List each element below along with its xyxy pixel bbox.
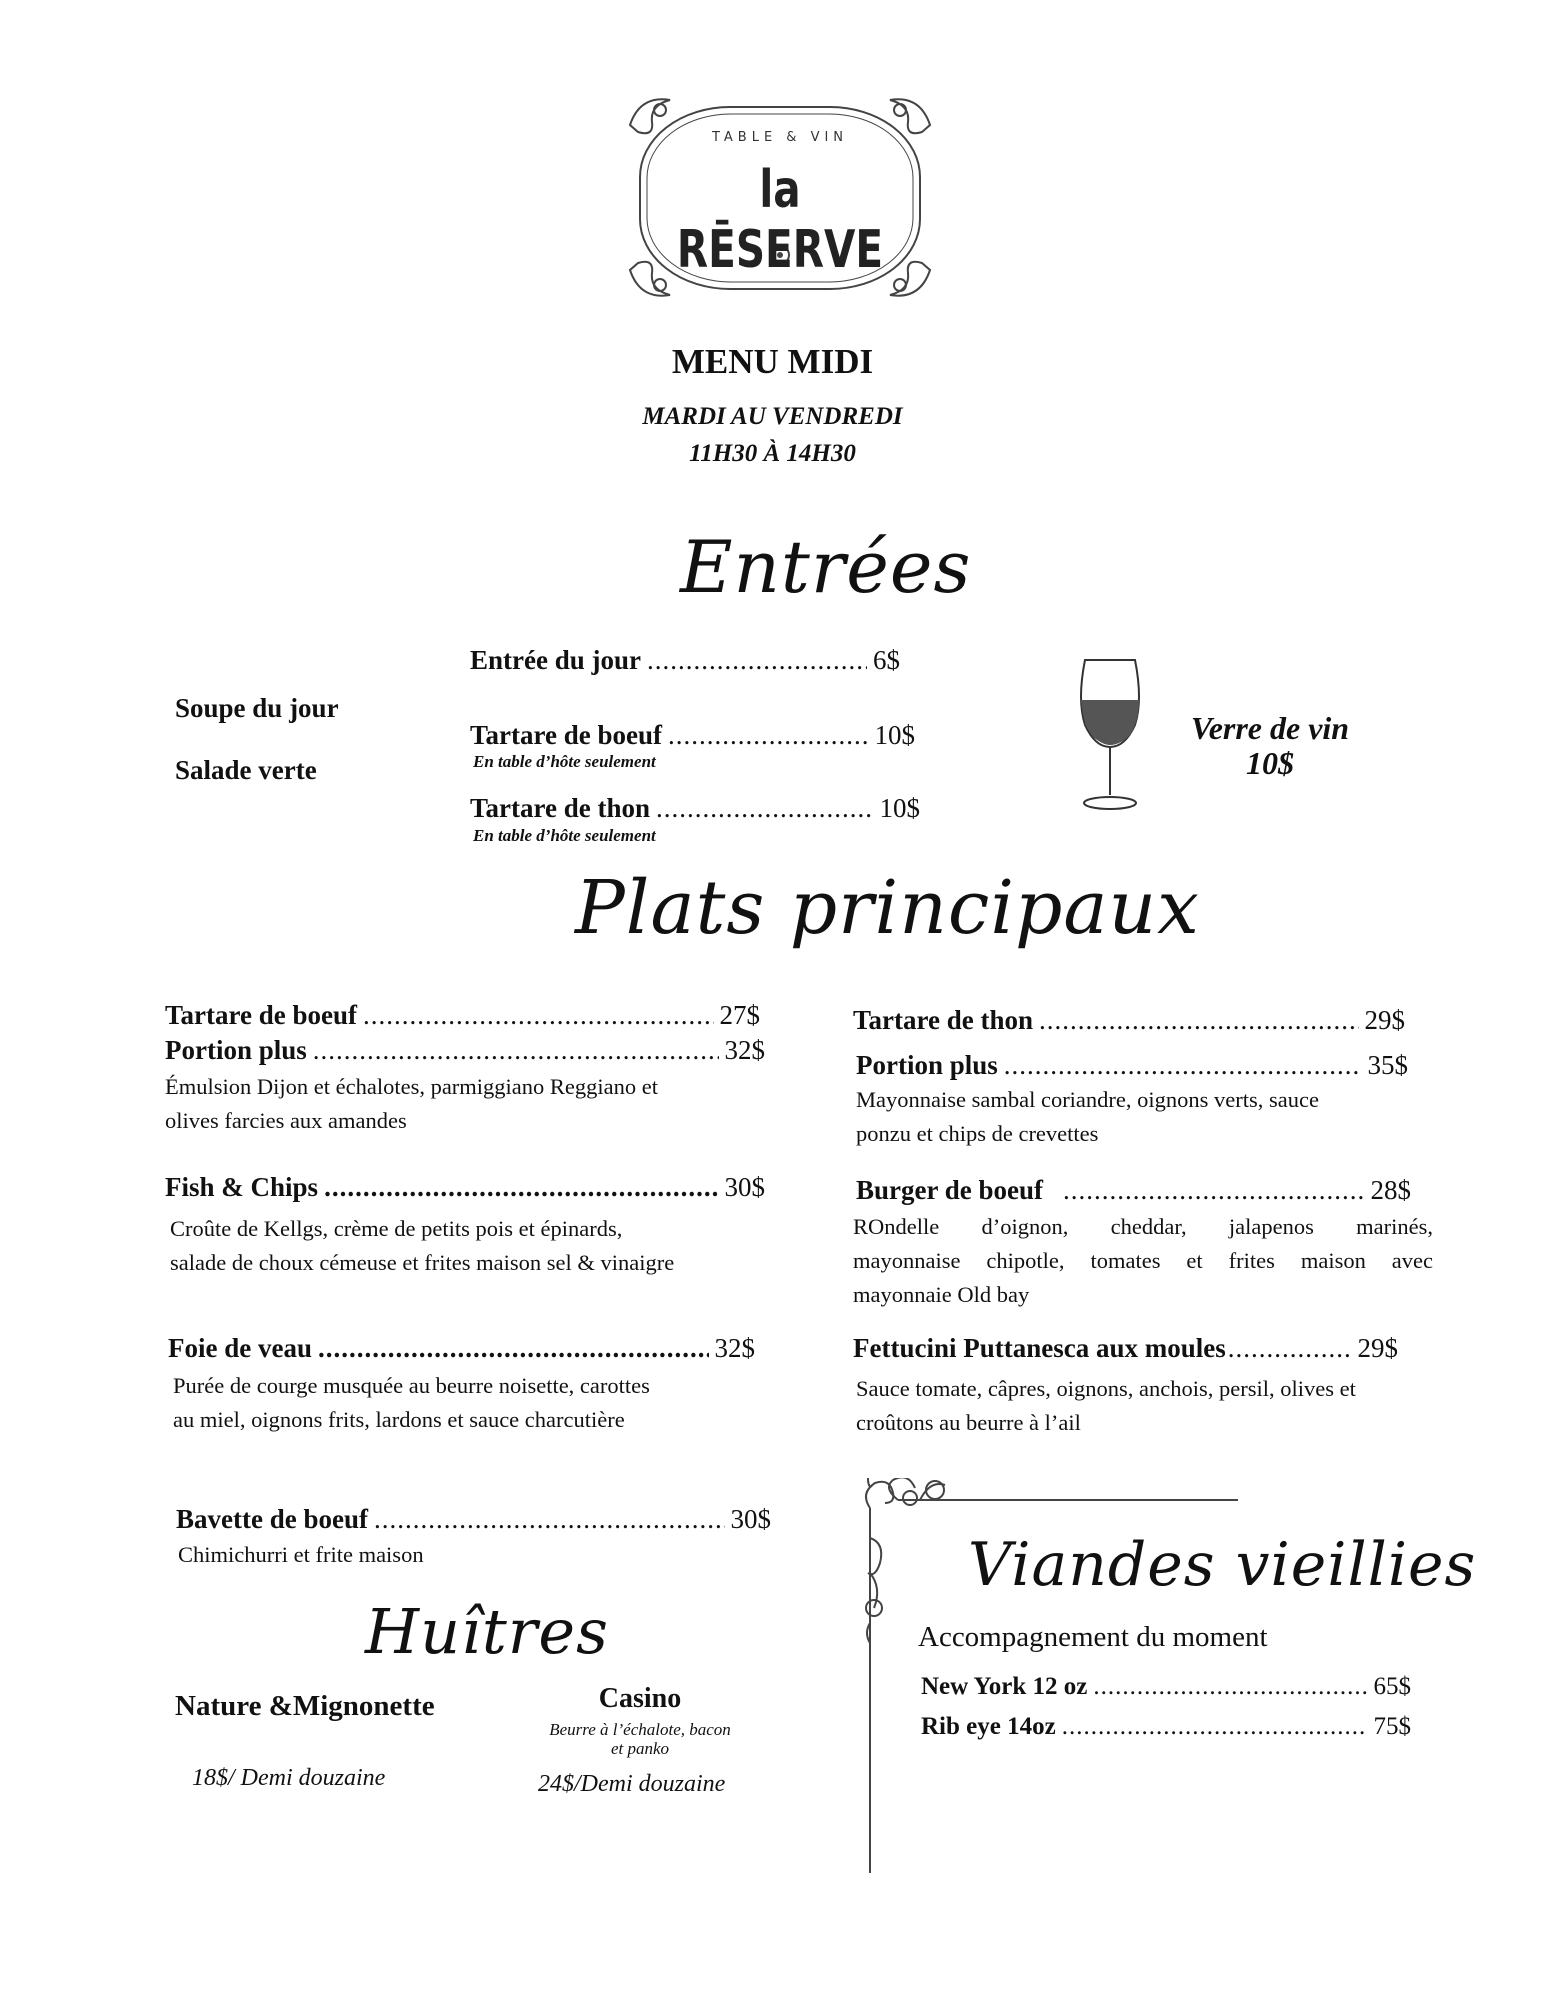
menu-item-extra: [165, 1035, 765, 1066]
item-description: [170, 1212, 674, 1280]
page-title: MENU MIDI: [671, 342, 874, 381]
menu-item: [470, 645, 900, 676]
item-description: [173, 1369, 650, 1437]
item-price: 30$: [724, 1172, 765, 1202]
item-description: [856, 1372, 1356, 1440]
restaurant-logo: [620, 85, 940, 310]
menu-item: [856, 1175, 1411, 1206]
dot-leader: [313, 1035, 719, 1066]
item-price: 10$: [879, 793, 920, 823]
item-name: Tartare de boeuf: [165, 1000, 357, 1030]
item-price: 32$: [714, 1333, 755, 1363]
description-line: mayonnaise chipotle, tomates et frites maison avec: [853, 1248, 1433, 1273]
description-line: ROndelle d’oignon, cheddar, jalapenos marinés,: [853, 1214, 1433, 1239]
description-line: et panko: [610, 1739, 670, 1758]
item-price: 75$: [1373, 1713, 1411, 1740]
section-heading-entrees: Entrées: [680, 525, 972, 609]
item-price: 27$: [719, 1000, 760, 1030]
oyster-casino-description: [520, 1720, 760, 1758]
logo-name: la RĒSERVE: [676, 160, 884, 280]
side-item: Soupe du jour: [175, 693, 339, 723]
section-heading-plats: Plats principaux: [575, 865, 1200, 951]
item-name: New York 12 oz: [921, 1673, 1088, 1700]
logo-tagline: TABLE & VIN: [711, 130, 849, 145]
description-line: olives farcies aux amandes: [165, 1108, 407, 1133]
wine-label: Verre de vin: [1190, 710, 1350, 746]
menu-item: [470, 720, 915, 751]
item-price: 10$: [874, 720, 915, 750]
item-name: Tartare de thon: [470, 793, 651, 823]
item-name: Portion plus: [856, 1050, 998, 1080]
item-description: [178, 1538, 424, 1572]
item-description: [856, 1083, 1319, 1151]
description-line: Sauce tomate, câpres, oignons, anchois, persil, olives et: [856, 1376, 1356, 1401]
description-line: Beurre à l’échalote, bacon: [549, 1720, 731, 1739]
dot-leader: [324, 1172, 718, 1203]
description-line: Croûte de Kellgs, crème de petits pois et épinards,: [170, 1216, 623, 1241]
dot-leader: [374, 1504, 725, 1535]
description-line: mayonnaie Old bay: [853, 1282, 1030, 1307]
description-line: au miel, oignons frits, lardons et sauce charcutière: [173, 1407, 625, 1432]
description-line: salade de choux cémeuse et frites maison sel & vinaigre: [170, 1250, 675, 1275]
menu-item: [921, 1673, 1411, 1701]
item-note: En table d’hôte seulement: [473, 752, 656, 771]
description-line: croûtons au beurre à l’ail: [856, 1410, 1081, 1435]
item-name: Burger de boeuf: [856, 1175, 1043, 1205]
dot-leader: [668, 720, 869, 751]
item-price: 29$: [1357, 1333, 1398, 1363]
wine-price: 10$: [1246, 745, 1294, 781]
item-note: En table d’hôte seulement: [473, 826, 656, 845]
item-price: 30$: [730, 1504, 771, 1534]
menu-item: [853, 1005, 1405, 1036]
menu-item: [470, 793, 920, 824]
dot-leader: [363, 1000, 714, 1031]
dot-leader: [1228, 1333, 1352, 1364]
dot-leader: [1004, 1050, 1362, 1081]
dot-leader: [647, 645, 867, 676]
menu-item: [165, 1172, 765, 1203]
dot-leader: [1062, 1713, 1368, 1741]
item-description: [165, 1070, 658, 1138]
section-heading-huitres: Huîtres: [365, 1595, 609, 1668]
item-name: Portion plus: [165, 1035, 307, 1065]
description-line: ponzu et chips de crevettes: [856, 1121, 1099, 1146]
hours-text: 11H30 À 14H30: [689, 440, 856, 467]
dot-leader: [656, 793, 873, 824]
item-price: 28$: [1370, 1175, 1411, 1205]
side-item: Salade verte: [175, 755, 317, 785]
item-name: Foie de veau: [168, 1333, 312, 1363]
item-name: Tartare de thon: [853, 1005, 1034, 1035]
oyster-casino-price: 24$/Demi douzaine: [538, 1771, 726, 1797]
item-price: 32$: [724, 1035, 765, 1065]
days-text: MARDI AU VENDREDI: [642, 403, 903, 430]
dot-leader: [318, 1333, 709, 1364]
dot-leader: [1039, 1005, 1358, 1036]
wine-glass-icon: [1075, 655, 1145, 815]
oyster-nature-price: 18$/ Demi douzaine: [192, 1765, 386, 1791]
item-price: 6$: [873, 645, 900, 675]
dot-leader: [1063, 1175, 1365, 1206]
description-line: Mayonnaise sambal coriandre, oignons verts, sauce: [856, 1087, 1319, 1112]
item-price: 29$: [1364, 1005, 1405, 1035]
oyster-nature-name: Nature &Mignonette: [175, 1690, 435, 1722]
item-name: Entrée du jour: [470, 645, 641, 675]
oyster-casino-name: Casino: [598, 1683, 682, 1714]
menu-item: [165, 1000, 760, 1031]
description-line: Purée de courge musquée au beurre noisette, carottes: [173, 1373, 650, 1398]
item-name: Fish & Chips: [165, 1172, 319, 1202]
description-line: Chimichurri et frite maison: [178, 1542, 424, 1567]
menu-item-extra: [856, 1050, 1408, 1081]
section-heading-viandes: Viandes vieillies: [968, 1530, 1477, 1600]
item-price: 35$: [1367, 1050, 1408, 1080]
menu-item: [853, 1333, 1398, 1364]
description-line: Émulsion Dijon et échalotes, parmiggiano Reggiano et: [165, 1074, 659, 1099]
menu-item: [168, 1333, 755, 1364]
item-name: Rib eye 14oz: [921, 1713, 1056, 1740]
item-name: Fettucini Puttanesca aux moules: [853, 1333, 1226, 1363]
item-price: 65$: [1373, 1673, 1411, 1700]
item-name: Tartare de boeuf: [470, 720, 662, 750]
menu-item: [921, 1713, 1411, 1741]
dot-leader: [1093, 1673, 1367, 1701]
item-description: [853, 1210, 1433, 1312]
viandes-subtitle: Accompagnement du moment: [918, 1621, 1268, 1653]
item-name: Bavette de boeuf: [176, 1504, 368, 1534]
menu-item: [176, 1504, 771, 1535]
